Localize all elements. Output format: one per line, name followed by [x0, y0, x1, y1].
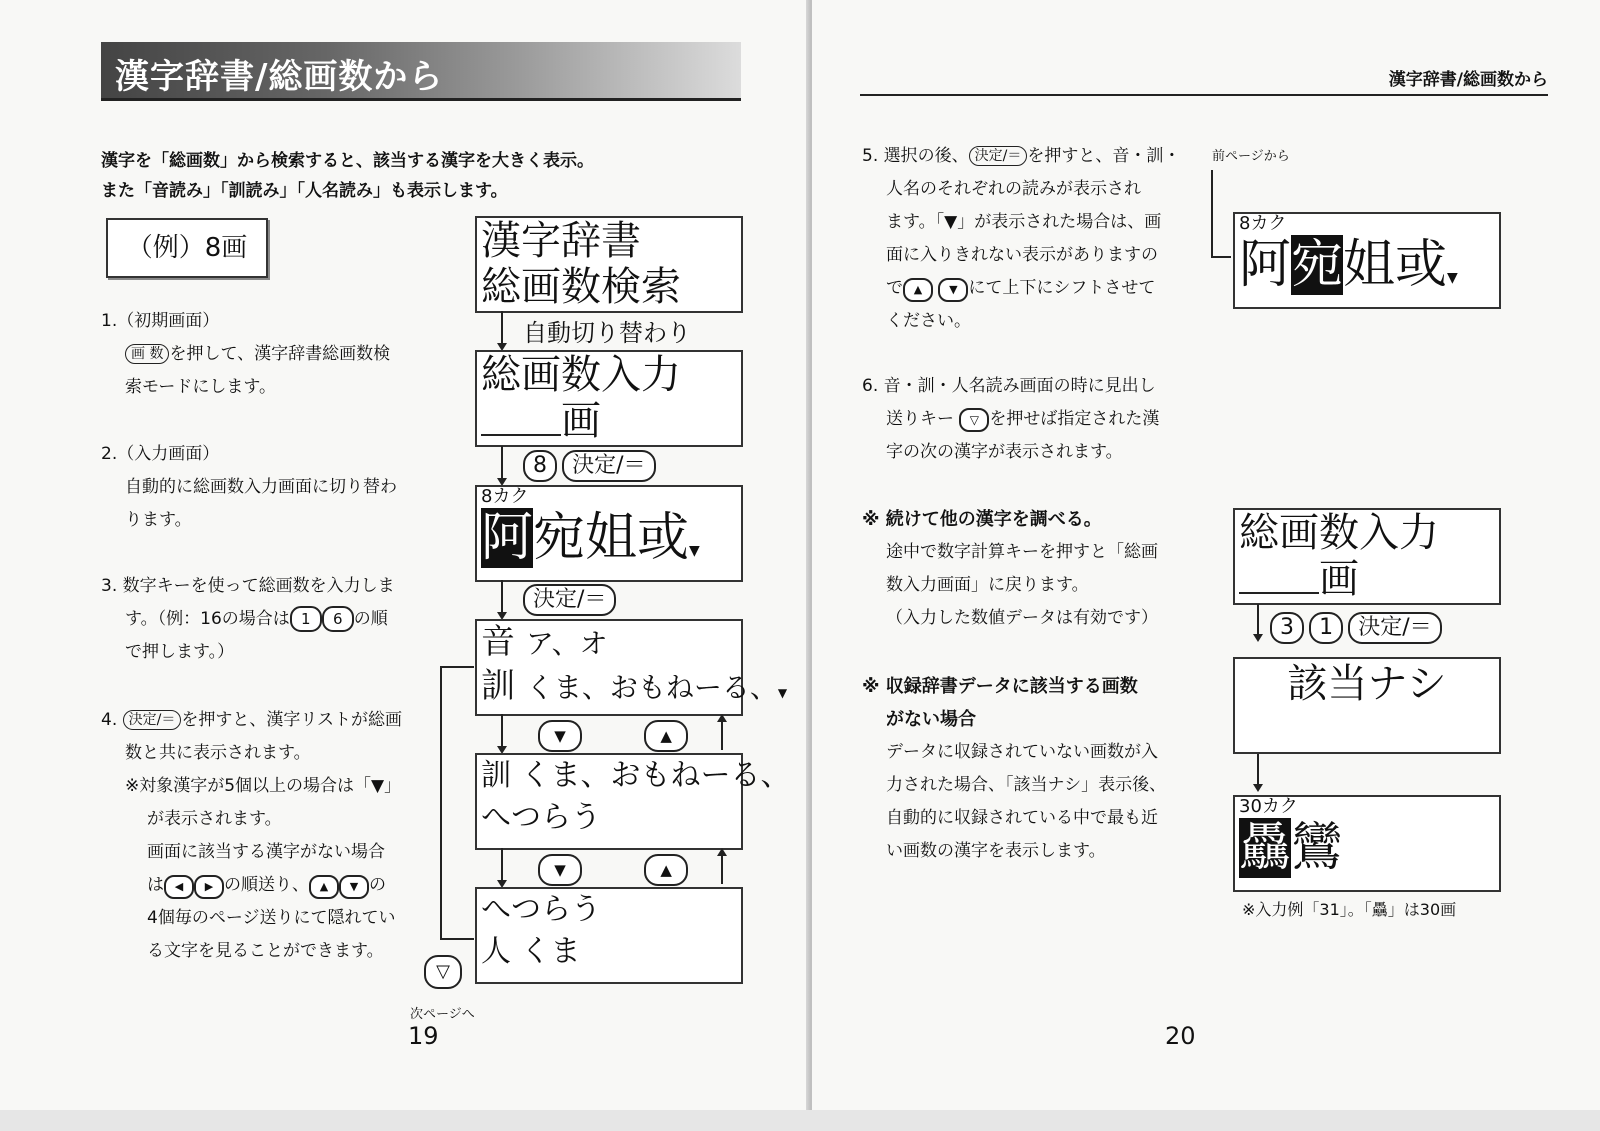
step-5-a — [862, 140, 1192, 173]
lcd-page2-line-2: へつらう — [481, 800, 601, 835]
step-4-note-5: 4個毎のページ送りにて隠れてい — [147, 908, 396, 928]
flow-keys-3 — [523, 584, 616, 616]
lcd-screen-readings — [475, 619, 788, 716]
lcd-page2-line-1: 訓 くま、おもねーる、 — [481, 758, 791, 793]
step-6 — [862, 370, 1192, 469]
step-1-heading: 1.（初期画面） — [101, 311, 220, 331]
step-4 — [101, 704, 441, 968]
enter-key: 決定/＝ — [969, 146, 1028, 166]
step-5-c: ます。「▼」が表示された場合は、画 — [886, 212, 1162, 232]
step-3-text-c: で押します。） — [125, 642, 235, 662]
stroke-count-key: 画 数 — [125, 344, 169, 364]
flow-arrow-2 — [501, 446, 503, 484]
page-number-right: 20 — [1165, 1022, 1196, 1050]
next-entry-key-icon: ▽ — [959, 408, 989, 432]
lcd-on-reading — [477, 621, 741, 665]
right-flow-keys — [1270, 612, 1442, 644]
step-6-c: 字の次の漢字が表示されます。 — [886, 442, 1123, 462]
flow-up-arrow-1 — [721, 720, 723, 750]
running-header: 漢字辞書/総画数から — [1388, 70, 1548, 90]
example-label: （例）8画 — [106, 218, 268, 278]
down-key-icon: ▼ — [538, 720, 582, 752]
step-3-text-b — [101, 603, 441, 636]
note-no-match-b: 力された場合、「該当ナシ」表示後、 — [886, 775, 1167, 795]
up-arrow-key-icon: ▲ — [903, 278, 933, 302]
next-entry-key-icon: ▽ — [424, 955, 462, 989]
step-6-a: 6. 音・訓・人名読み画面の時に見出し — [862, 376, 1156, 396]
lcd-prev-kanji — [1235, 234, 1499, 309]
flow-keys-5 — [538, 854, 688, 886]
flow-keys-2 — [523, 450, 656, 482]
lcd-screen-page-2 — [475, 753, 791, 850]
lcd-prev-label: 8カク — [1239, 213, 1287, 234]
step-4-note-4-post: の — [369, 875, 386, 895]
lcd-selected-kanji: 阿 — [481, 508, 534, 568]
flow-keys-4 — [538, 720, 688, 752]
lcd-input-line-1: 総画数入力 — [481, 352, 681, 398]
on-reading: ア、オ — [525, 627, 608, 660]
note-continue-heading: ※ 続けて他の漢字を調べる。 — [862, 509, 1102, 530]
lcd-screen-page-3 — [475, 887, 743, 984]
step-5-f: ください。 — [886, 311, 971, 331]
key-3: 3 — [1270, 612, 1304, 644]
step-5-a-post: を押すと、音・訓・ — [1027, 146, 1181, 166]
intro-line-2: また「音読み」「訓読み」「人名読み」も表示します。 — [101, 181, 508, 201]
step-4-text-a: 4. 決定/＝ を押すと、漢字リストが総画 — [101, 710, 403, 730]
lcd-initial-line-1: 漢字辞書 — [481, 218, 641, 264]
lcd-30-label: 30カク — [1239, 796, 1298, 817]
lcd-kun-reading — [477, 665, 788, 714]
down-arrow-key-icon: ▼ — [339, 875, 369, 899]
page-number-left: 19 — [408, 1022, 439, 1050]
down-arrow-key-icon: ▼ — [938, 278, 968, 302]
step-5-b: 人名のそれぞれの読みが表示され — [886, 179, 1141, 199]
note-no-match-c: 自動的に収録されている中で最も近 — [886, 808, 1158, 828]
flow-arrow-1 — [501, 311, 503, 349]
step-5-a-pre: 5. 選択の後、 — [862, 146, 969, 166]
step-6-b-pre: 送りキー — [886, 409, 954, 429]
note-no-match-d: い画数の漢字を表示します。 — [886, 841, 1106, 861]
flow-arrow-3 — [501, 580, 503, 618]
lcd-right-input — [1233, 508, 1501, 605]
prev-connector-h — [1211, 256, 1231, 258]
auto-switch-label: 自動切り替わり — [523, 319, 691, 347]
step-4-note-4-pre: は — [147, 875, 164, 895]
lcd-prev-c: 姐或 — [1343, 235, 1448, 295]
note-no-match-heading-b: がない場合 — [886, 709, 976, 730]
step-1-text-b: 索モードにします。 — [125, 377, 276, 397]
more-indicator-icon: ▼ — [777, 686, 788, 700]
right-flow-arrow-1 — [1257, 604, 1259, 640]
step-6-b-post: を押せば指定された漢 — [989, 409, 1160, 429]
lcd-list-rest: 宛姐或 — [533, 508, 690, 568]
more-indicator-icon: ▼ — [1447, 270, 1458, 286]
lcd-right-input-line-1: 総画数入力 — [1239, 510, 1439, 556]
flow-up-arrow-2 — [721, 854, 723, 884]
step-5-e-pre: で — [886, 278, 903, 298]
lcd-right-input-unit: 画 — [1319, 556, 1359, 602]
key-8: 8 — [523, 450, 557, 482]
title-banner — [101, 42, 741, 101]
step-5-e — [862, 272, 1192, 305]
step-5-e-post: にて上下にシフトさせて — [968, 278, 1156, 298]
step-2 — [101, 438, 436, 537]
step-4-a-post: を押すと、漢字リストが総画 — [181, 710, 403, 730]
step-4-note-2: が表示されます。 — [147, 809, 282, 829]
enter-key-flow-2: 決定/＝ — [523, 584, 616, 616]
step-5 — [862, 140, 1192, 338]
on-label: 音 — [481, 622, 515, 662]
down-key-icon: ▼ — [538, 854, 582, 886]
enter-key-flow-right: 決定/＝ — [1348, 612, 1441, 644]
step-1-text-a: を押して、漢字辞書総画数検 — [169, 344, 391, 364]
lcd-page3-line-2: 人 くま — [481, 934, 581, 969]
example-caption: ※入力例「31」。「驫」は30画 — [1242, 900, 1457, 919]
step-3-text-a: 3. 数字キーを使って総画数を入力しま — [101, 576, 395, 596]
flow-bracket — [440, 666, 474, 940]
enter-key-flow: 決定/＝ — [562, 450, 655, 482]
note-no-match-heading-a: ※ 収録辞書データに該当する画数 — [862, 676, 1138, 697]
lcd-no-match — [1233, 657, 1501, 754]
left-page — [0, 0, 810, 1110]
next-page-label: 次ページへ — [410, 1007, 475, 1022]
lcd-no-match-text: 該当ナシ — [1287, 661, 1447, 707]
lcd-screen-input — [475, 350, 743, 447]
step-4-text-b: 数と共に表示されます。 — [125, 743, 311, 763]
up-key-icon: ▲ — [644, 854, 688, 886]
step-3-b-post: の順 — [353, 609, 388, 629]
step-2-text-b: ります。 — [125, 510, 192, 530]
note-continue-a: 途中で数字計算キーを押すと「総画 — [886, 542, 1158, 562]
enter-key: 決定/＝ — [123, 710, 182, 730]
header-rule — [860, 94, 1548, 96]
more-indicator-icon: ▼ — [689, 543, 700, 559]
step-4-note-6: る文字を見ることができます。 — [147, 941, 384, 961]
lcd-30-selected: 驫 — [1239, 818, 1292, 878]
lcd-right-input-line-2 — [1235, 556, 1499, 602]
step-3-b-pre: す。（例：16の場合は — [125, 609, 290, 629]
key-1: 1 — [1309, 612, 1343, 644]
lcd-initial-line-2: 総画数検索 — [481, 264, 681, 310]
step-4-note-4-mid: の順送り、 — [224, 875, 309, 895]
key-1: 1 — [290, 606, 322, 632]
lcd-30-kanji — [1235, 817, 1499, 879]
lcd-list-label: 8カク — [481, 486, 529, 507]
step-4-note-1: ※対象漢字が5個以上の場合は「▼」 — [125, 776, 402, 796]
note-no-match-a: データに収録されていない画数が入 — [886, 742, 1158, 762]
step-4-note-3: 画面に該当する漢字がない場合 — [147, 842, 385, 862]
right-arrow-key-icon: ▶ — [194, 875, 224, 899]
lcd-prev-screen — [1233, 212, 1501, 309]
up-arrow-key-icon: ▲ — [309, 875, 339, 899]
up-key-icon: ▲ — [644, 720, 688, 752]
lcd-screen-list — [475, 485, 743, 582]
step-4-note-4 — [101, 869, 441, 902]
note-continue-c: （入力した数値データは有効です） — [886, 608, 1158, 628]
step-1 — [101, 305, 436, 404]
page-title: 漢字辞書/総画数から — [115, 57, 444, 97]
step-3 — [101, 570, 441, 669]
flow-arrow-5 — [501, 848, 503, 886]
left-arrow-key-icon: ◀ — [164, 875, 194, 899]
note-continue-b: 数入力画面」に戻ります。 — [886, 575, 1089, 595]
kun-label: 訓 — [481, 666, 515, 706]
lcd-prev-a: 阿 — [1239, 235, 1292, 295]
intro-line-1: 漢字を「総画数」から検索すると、該当する漢字を大きく表示。 — [101, 151, 594, 171]
lcd-30-rest: 鸞 — [1291, 818, 1344, 878]
flow-arrow-4 — [501, 714, 503, 752]
lcd-input-line-2 — [477, 398, 741, 444]
intro-text — [101, 146, 594, 206]
step-5-d: 面に入りきれない表示がありますの — [886, 245, 1158, 265]
lcd-30-strokes — [1233, 795, 1501, 892]
lcd-screen-initial — [475, 216, 743, 313]
lcd-prev-selected: 宛 — [1291, 235, 1344, 295]
key-6: 6 — [322, 606, 354, 632]
step-1-text — [101, 338, 436, 371]
step-6-b — [862, 403, 1192, 436]
right-flow-arrow-2 — [1257, 754, 1259, 790]
prev-connector — [1211, 170, 1213, 258]
note-continue — [862, 503, 1202, 635]
right-page — [812, 0, 1600, 1110]
lcd-page3-line-1: へつらう — [481, 892, 601, 927]
lcd-input-unit: 画 — [561, 398, 601, 444]
kun-reading: くま、おもねーる、 — [525, 671, 778, 704]
prev-page-label: 前ページから — [1212, 149, 1290, 164]
step-2-heading: 2.（入力画面） — [101, 444, 220, 464]
note-no-match — [862, 670, 1202, 868]
lcd-list-kanji — [477, 507, 741, 582]
step-2-text-a: 自動的に総画数入力画面に切り替わ — [125, 477, 397, 497]
